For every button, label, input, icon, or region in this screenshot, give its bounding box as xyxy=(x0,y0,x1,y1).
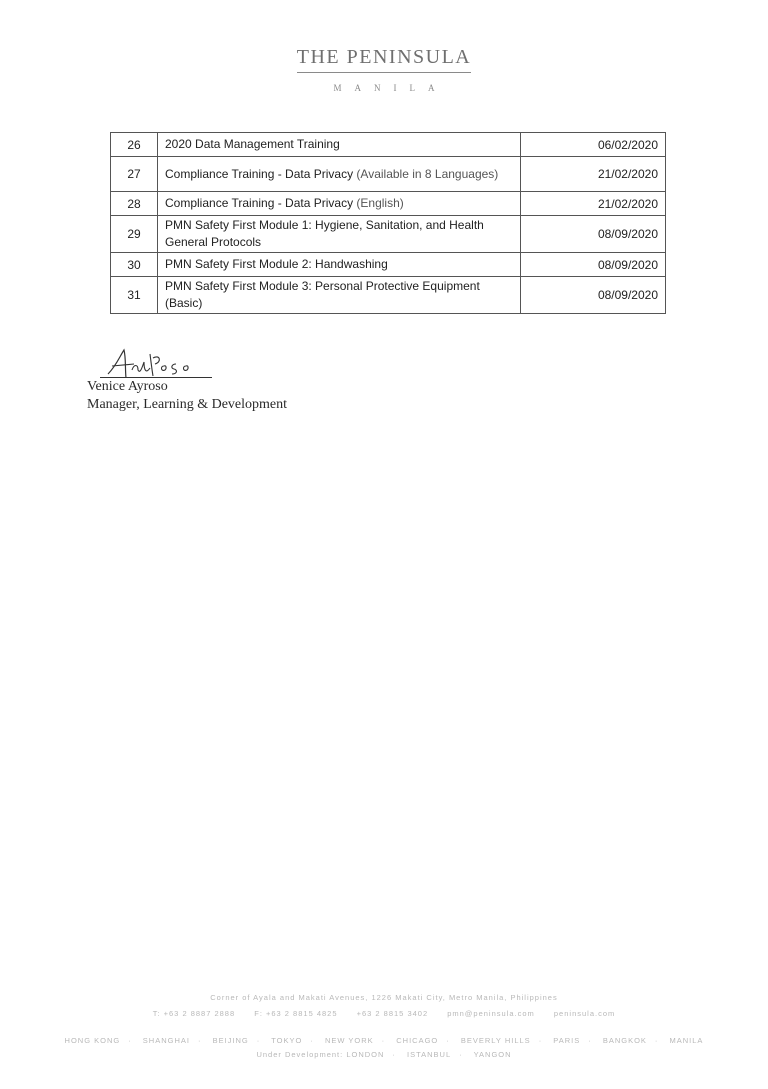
signer-title: Manager, Learning & Development xyxy=(87,397,288,412)
city: MANILA xyxy=(669,1036,704,1045)
city: PARIS xyxy=(553,1036,581,1045)
training-title: Compliance Training - Data Privacy (Available in 8 Languages) xyxy=(158,157,521,192)
training-date: 06/02/2020 xyxy=(521,133,666,157)
city: HONG KONG xyxy=(64,1036,121,1045)
training-title: 2020 Data Management Training xyxy=(158,133,521,157)
city: BEVERLY HILLS xyxy=(460,1036,531,1045)
city: ISTANBUL xyxy=(407,1050,452,1059)
table-row xyxy=(111,157,666,192)
row-number: 28 xyxy=(111,192,158,216)
footer-phone-alt: +63 2 8815 3402 xyxy=(356,1009,429,1018)
table-row xyxy=(111,133,666,157)
training-date: 21/02/2020 xyxy=(521,157,666,192)
training-title: PMN Safety First Module 3: Personal Protective Equipment (Basic) xyxy=(158,277,521,314)
footer-website: peninsula.com xyxy=(553,1009,616,1018)
training-date: 08/09/2020 xyxy=(521,216,666,253)
training-date: 08/09/2020 xyxy=(521,253,666,277)
footer-phone: T: +63 2 8887 2888 xyxy=(152,1009,236,1018)
training-title: PMN Safety First Module 2: Handwashing xyxy=(158,253,521,277)
table-row xyxy=(111,216,666,253)
training-date: 21/02/2020 xyxy=(521,192,666,216)
footer-address: Corner of Ayala and Makati Avenues, 1226 Makati City, Metro Manila, Philippines xyxy=(210,993,558,1002)
training-title: Compliance Training - Data Privacy (English) xyxy=(158,192,521,216)
row-number: 31 xyxy=(111,277,158,314)
city: SHANGHAI xyxy=(142,1036,190,1045)
table-row xyxy=(111,277,666,314)
row-number: 26 xyxy=(111,133,158,157)
footer-cities: HONG KONG · SHANGHAI · BEIJING · TOKYO · NEW YORK · CHICAGO · BEVERLY HILLS · PARIS · BANGKOK · MANILA xyxy=(64,1036,704,1045)
brand-header xyxy=(0,46,768,93)
city: NEW YORK xyxy=(324,1036,374,1045)
city: BANGKOK xyxy=(602,1036,647,1045)
training-date: 08/09/2020 xyxy=(521,277,666,314)
city: YANGON xyxy=(473,1050,512,1059)
city: TOKYO xyxy=(271,1036,303,1045)
training-note: (English) xyxy=(356,196,404,210)
row-number: 29 xyxy=(111,216,158,253)
footer-fax: F: +63 2 8815 4825 xyxy=(254,1009,338,1018)
brand-subtitle: MANILA xyxy=(333,83,448,93)
training-table xyxy=(110,132,666,314)
footer-under-development: Under Development: LONDON · ISTANBUL · YANGON xyxy=(256,1050,512,1059)
table-row xyxy=(111,253,666,277)
signer-block xyxy=(87,378,287,414)
city: CHICAGO xyxy=(396,1036,439,1045)
under-development-label: Under Development: xyxy=(256,1050,344,1059)
training-note: (Available in 8 Languages) xyxy=(356,166,499,181)
brand-name: THE PENINSULA xyxy=(297,46,472,73)
city: BEIJING xyxy=(212,1036,249,1045)
row-number: 27 xyxy=(111,157,158,192)
city: LONDON xyxy=(346,1050,385,1059)
footer-contacts xyxy=(0,1009,768,1018)
training-title: PMN Safety First Module 1: Hygiene, Sanitation, and Health General Protocols xyxy=(158,216,521,253)
signer-name: Venice Ayroso xyxy=(87,379,168,394)
row-number: 30 xyxy=(111,253,158,277)
table-row xyxy=(111,192,666,216)
footer-email: pmn@peninsula.com xyxy=(447,1009,535,1018)
